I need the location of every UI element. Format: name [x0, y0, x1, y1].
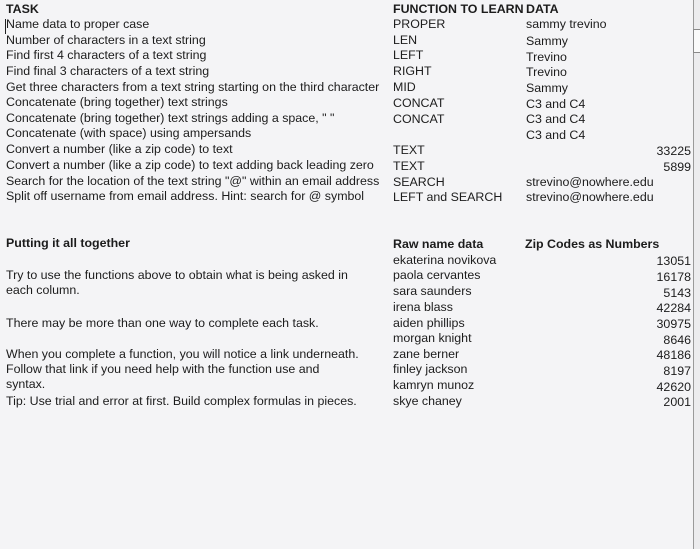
task-cell[interactable]: Number of characters in a text string	[6, 33, 206, 47]
instruction-text[interactable]: When you complete a function, you will notice a link underneath. Follow that link if you need help with the function use and syntax.	[6, 347, 359, 391]
name-cell[interactable]: ekaterina novikova	[393, 253, 497, 267]
function-cell[interactable]: RIGHT	[393, 64, 432, 78]
instruction-text[interactable]: Tip: Use trial and error at first. Build complex formulas in pieces.	[6, 394, 357, 408]
task-cell[interactable]: Get three characters from a text string starting on the third character	[6, 80, 380, 94]
task-cell[interactable]: Name data to proper case	[6, 17, 150, 31]
data-cell[interactable]: C3 and C4	[526, 112, 586, 126]
zip-cell[interactable]: 16178	[656, 270, 691, 284]
zip-cell[interactable]: 30975	[656, 317, 691, 331]
name-cell[interactable]: morgan knight	[393, 331, 472, 345]
task-cell[interactable]: Split off username from email address. Hint: search for @ symbol	[6, 189, 365, 203]
task-cell[interactable]: Find first 4 characters of a text string	[6, 48, 207, 62]
zip-cell[interactable]: 42284	[656, 301, 691, 315]
name-cell[interactable]: kamryn munoz	[393, 378, 475, 392]
header-zip-codes[interactable]: Zip Codes as Numbers	[525, 237, 660, 251]
function-cell[interactable]: LEFT	[393, 48, 424, 62]
window-edge	[693, 0, 700, 549]
data-cell[interactable]: C3 and C4	[526, 97, 586, 111]
data-cell[interactable]: Sammy	[526, 34, 568, 48]
name-cell[interactable]: irena blass	[393, 300, 453, 314]
zip-cell[interactable]: 2001	[663, 395, 691, 409]
header-raw-name-data[interactable]: Raw name data	[393, 237, 484, 251]
name-cell[interactable]: sara saunders	[393, 284, 472, 298]
function-cell[interactable]: LEN	[393, 33, 418, 47]
header-function-to-learn[interactable]: FUNCTION TO LEARN	[393, 2, 524, 16]
function-cell[interactable]: TEXT	[393, 143, 425, 157]
zip-cell[interactable]: 42620	[656, 380, 691, 394]
number-cell[interactable]: 33225	[656, 144, 691, 158]
zip-cell[interactable]: 8197	[663, 364, 691, 378]
header-data[interactable]: DATA	[526, 2, 559, 16]
function-cell[interactable]: LEFT and SEARCH	[393, 190, 503, 204]
instruction-text[interactable]: Try to use the functions above to obtain what is being asked in each column.	[6, 268, 348, 297]
header-putting-together[interactable]: Putting it all together	[6, 236, 130, 250]
data-cell[interactable]: Trevino	[526, 65, 567, 79]
task-cell[interactable]: Convert a number (like a zip code) to text adding back leading zero	[6, 158, 374, 172]
name-cell[interactable]: finley jackson	[393, 362, 468, 376]
data-cell[interactable]: Trevino	[526, 50, 567, 64]
function-cell[interactable]: MID	[393, 80, 416, 94]
function-cell[interactable]: CONCAT	[393, 96, 445, 110]
header-task[interactable]: TASK	[6, 2, 39, 16]
data-cell[interactable]: Sammy	[526, 81, 568, 95]
task-cell[interactable]: Convert a number (like a zip code) to text	[6, 142, 233, 156]
task-cell[interactable]: Concatenate (bring together) text strings adding a space, " "	[6, 111, 335, 125]
task-cell[interactable]: Concatenate (with space) using ampersands	[6, 126, 252, 140]
data-cell[interactable]: sammy trevino	[526, 17, 607, 31]
data-cell[interactable]: C3 and C4	[526, 128, 586, 142]
data-cell[interactable]: strevino@nowhere.edu	[526, 175, 654, 189]
function-cell[interactable]: CONCAT	[393, 112, 445, 126]
zip-cell[interactable]: 48186	[656, 348, 691, 362]
number-cell[interactable]: 5899	[663, 160, 691, 174]
function-cell[interactable]: TEXT	[393, 159, 425, 173]
zip-cell[interactable]: 8646	[663, 333, 691, 347]
name-cell[interactable]: skye chaney	[393, 394, 462, 408]
task-cell[interactable]: Concatenate (bring together) text strings	[6, 95, 228, 109]
name-cell[interactable]: zane berner	[393, 347, 460, 361]
name-cell[interactable]: paola cervantes	[393, 268, 481, 282]
function-cell[interactable]: PROPER	[393, 17, 446, 31]
task-cell[interactable]: Search for the location of the text string "@" within an email address	[6, 174, 380, 188]
name-cell[interactable]: aiden phillips	[393, 316, 465, 330]
zip-cell[interactable]: 5143	[663, 286, 691, 300]
data-cell[interactable]: strevino@nowhere.edu	[526, 190, 654, 204]
task-cell[interactable]: Find final 3 characters of a text string	[6, 64, 210, 78]
function-cell[interactable]: SEARCH	[393, 175, 445, 189]
scroll-handle[interactable]	[693, 29, 700, 53]
zip-cell[interactable]: 13051	[656, 254, 691, 268]
instruction-text[interactable]: There may be more than one way to complete each task.	[6, 316, 319, 330]
